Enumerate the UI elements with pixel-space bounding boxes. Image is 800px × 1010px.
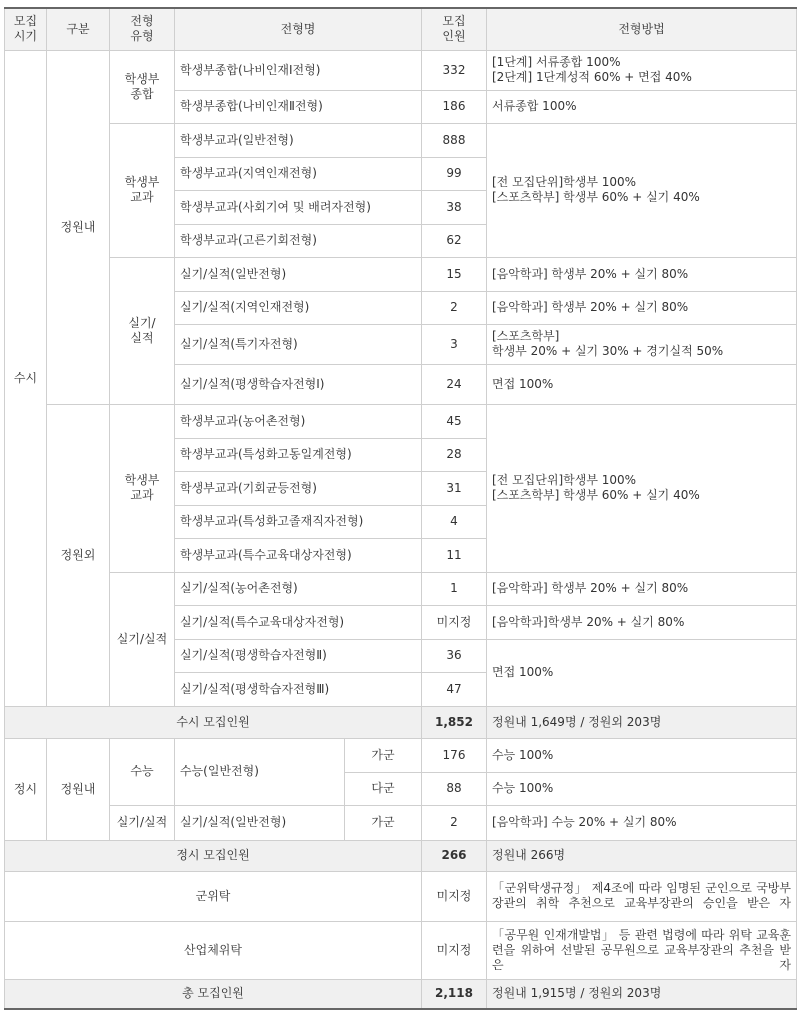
summary-row-total bbox=[5, 979, 797, 1009]
quota-value: 31 bbox=[422, 471, 487, 505]
method-text: [음악학과]학생부 20% + 실기 80% bbox=[487, 605, 797, 639]
table-row bbox=[5, 257, 797, 291]
quota-value: 36 bbox=[422, 639, 487, 672]
type-csat: 수능 bbox=[110, 738, 175, 805]
period-jeongsi: 정시 bbox=[5, 738, 47, 840]
military-label: 군위탁 bbox=[5, 871, 422, 921]
summary-detail: 정원내 266명 bbox=[487, 840, 797, 871]
summary-row-susi bbox=[5, 706, 797, 738]
admission-name: 학생부종합(나비인재Ⅰ전형) bbox=[175, 50, 422, 90]
table-row bbox=[5, 50, 797, 90]
quota-value: 1 bbox=[422, 572, 487, 605]
quota-value: 4 bbox=[422, 505, 487, 538]
admission-name: 학생부교과(특성화고졸재직자전형) bbox=[175, 505, 422, 538]
type-grades-out: 학생부 교과 bbox=[110, 404, 175, 572]
industry-label: 산업체위탁 bbox=[5, 921, 422, 979]
group-label: 가군 bbox=[345, 738, 422, 772]
header-method: 전형방법 bbox=[487, 8, 797, 50]
header-period: 모집 시기 bbox=[5, 8, 47, 50]
admission-name: 실기/실적(일반전형) bbox=[175, 805, 345, 840]
header-type: 전형 유형 bbox=[110, 8, 175, 50]
admission-name: 실기/실적(평생학습자전형Ⅱ) bbox=[175, 639, 422, 672]
table-row bbox=[5, 921, 797, 979]
admission-name: 실기/실적(평생학습자전형Ⅲ) bbox=[175, 672, 422, 706]
total-label: 총 모집인원 bbox=[5, 979, 422, 1009]
quota-value: 332 bbox=[422, 50, 487, 90]
admission-name: 학생부교과(특수교육대상자전형) bbox=[175, 538, 422, 572]
header-quota: 모집 인원 bbox=[422, 8, 487, 50]
admission-name: 실기/실적(지역인재전형) bbox=[175, 291, 422, 324]
table-row bbox=[5, 572, 797, 605]
quota-value: 45 bbox=[422, 404, 487, 438]
admission-name: 학생부교과(농어촌전형) bbox=[175, 404, 422, 438]
summary-label: 수시 모집인원 bbox=[5, 706, 422, 738]
method-text: [스포츠학부] 학생부 20% + 실기 30% + 경기실적 50% bbox=[487, 324, 797, 364]
group-label: 다군 bbox=[345, 772, 422, 805]
summary-detail: 정원내 1,649명 / 정원외 203명 bbox=[487, 706, 797, 738]
summary-quota: 266 bbox=[422, 840, 487, 871]
total-detail: 정원내 1,915명 / 정원외 203명 bbox=[487, 979, 797, 1009]
method-text: 「군위탁생규정」 제4조에 따라 임명된 군인으로 국방부장관의 취학 추천으로 교육부장관의 승인을 받은 자 bbox=[487, 871, 797, 921]
admission-name: 학생부교과(기회균등전형) bbox=[175, 471, 422, 505]
type-jeongsi-practical: 실기/실적 bbox=[110, 805, 175, 840]
category-in-quota: 정원내 bbox=[47, 50, 110, 404]
quota-value: 88 bbox=[422, 772, 487, 805]
method-text: [전 모집단위]학생부 100% [스포츠학부] 학생부 60% + 실기 40% bbox=[487, 404, 797, 572]
quota-value: 24 bbox=[422, 364, 487, 404]
method-text: [음악학과] 학생부 20% + 실기 80% bbox=[487, 572, 797, 605]
quota-value: 186 bbox=[422, 90, 487, 123]
type-record: 학생부 종합 bbox=[110, 50, 175, 123]
category-jeongsi-in-quota: 정원내 bbox=[47, 738, 110, 840]
method-text: [음악학과] 수능 20% + 실기 80% bbox=[487, 805, 797, 840]
admission-name: 실기/실적(농어촌전형) bbox=[175, 572, 422, 605]
admission-name: 학생부교과(고른기회전형) bbox=[175, 224, 422, 257]
quota-value: 99 bbox=[422, 157, 487, 190]
method-text: [전 모집단위]학생부 100% [스포츠학부] 학생부 60% + 실기 40% bbox=[487, 123, 797, 257]
admission-name: 수능(일반전형) bbox=[175, 738, 345, 805]
admission-name: 실기/실적(특수교육대상자전형) bbox=[175, 605, 422, 639]
admission-name: 실기/실적(일반전형) bbox=[175, 257, 422, 291]
method-text: [음악학과] 학생부 20% + 실기 80% bbox=[487, 257, 797, 291]
quota-value: 3 bbox=[422, 324, 487, 364]
quota-value: 2 bbox=[422, 291, 487, 324]
quota-value: 15 bbox=[422, 257, 487, 291]
type-practical: 실기/ 실적 bbox=[110, 257, 175, 404]
header-row bbox=[5, 8, 797, 50]
quota-value: 11 bbox=[422, 538, 487, 572]
summary-label: 정시 모집인원 bbox=[5, 840, 422, 871]
table-row bbox=[5, 871, 797, 921]
type-practical-out: 실기/실적 bbox=[110, 572, 175, 706]
admission-name: 실기/실적(평생학습자전형Ⅰ) bbox=[175, 364, 422, 404]
table-row bbox=[5, 738, 797, 772]
method-text: 수능 100% bbox=[487, 772, 797, 805]
admission-table bbox=[4, 7, 797, 1010]
total-quota: 2,118 bbox=[422, 979, 487, 1009]
method-text: 면접 100% bbox=[487, 639, 797, 706]
period-susi: 수시 bbox=[5, 50, 47, 706]
quota-value: 미지정 bbox=[422, 921, 487, 979]
quota-value: 미지정 bbox=[422, 605, 487, 639]
quota-value: 47 bbox=[422, 672, 487, 706]
admission-name: 학생부교과(일반전형) bbox=[175, 123, 422, 157]
header-category: 구분 bbox=[47, 8, 110, 50]
method-text: 서류종합 100% bbox=[487, 90, 797, 123]
quota-value: 2 bbox=[422, 805, 487, 840]
summary-quota: 1,852 bbox=[422, 706, 487, 738]
admission-name: 학생부교과(지역인재전형) bbox=[175, 157, 422, 190]
quota-value: 62 bbox=[422, 224, 487, 257]
quota-value: 176 bbox=[422, 738, 487, 772]
group-label: 가군 bbox=[345, 805, 422, 840]
method-text: [1단계] 서류종합 100% [2단계] 1단계성적 60% + 면접 40% bbox=[487, 50, 797, 90]
admission-name: 실기/실적(특기자전형) bbox=[175, 324, 422, 364]
category-out-quota: 정원외 bbox=[47, 404, 110, 706]
quota-value: 미지정 bbox=[422, 871, 487, 921]
admission-name: 학생부교과(특성화고동일계전형) bbox=[175, 438, 422, 471]
type-grades: 학생부 교과 bbox=[110, 123, 175, 257]
method-text: 수능 100% bbox=[487, 738, 797, 772]
table-row bbox=[5, 805, 797, 840]
summary-row-jeongsi bbox=[5, 840, 797, 871]
quota-value: 28 bbox=[422, 438, 487, 471]
table-row bbox=[5, 404, 797, 438]
quota-value: 38 bbox=[422, 190, 487, 224]
admission-name: 학생부교과(사회기여 및 배려자전형) bbox=[175, 190, 422, 224]
method-text: 면접 100% bbox=[487, 364, 797, 404]
admission-name: 학생부종합(나비인재Ⅱ전형) bbox=[175, 90, 422, 123]
method-text: [음악학과] 학생부 20% + 실기 80% bbox=[487, 291, 797, 324]
method-text: 「공무원 인재개발법」 등 관련 법령에 따라 위탁 교육훈련을 위하여 선발된 공무원으로 교육부장관의 추천을 받은 자 bbox=[487, 921, 797, 979]
quota-value: 888 bbox=[422, 123, 487, 157]
table-row bbox=[5, 123, 797, 157]
header-name: 전형명 bbox=[175, 8, 422, 50]
